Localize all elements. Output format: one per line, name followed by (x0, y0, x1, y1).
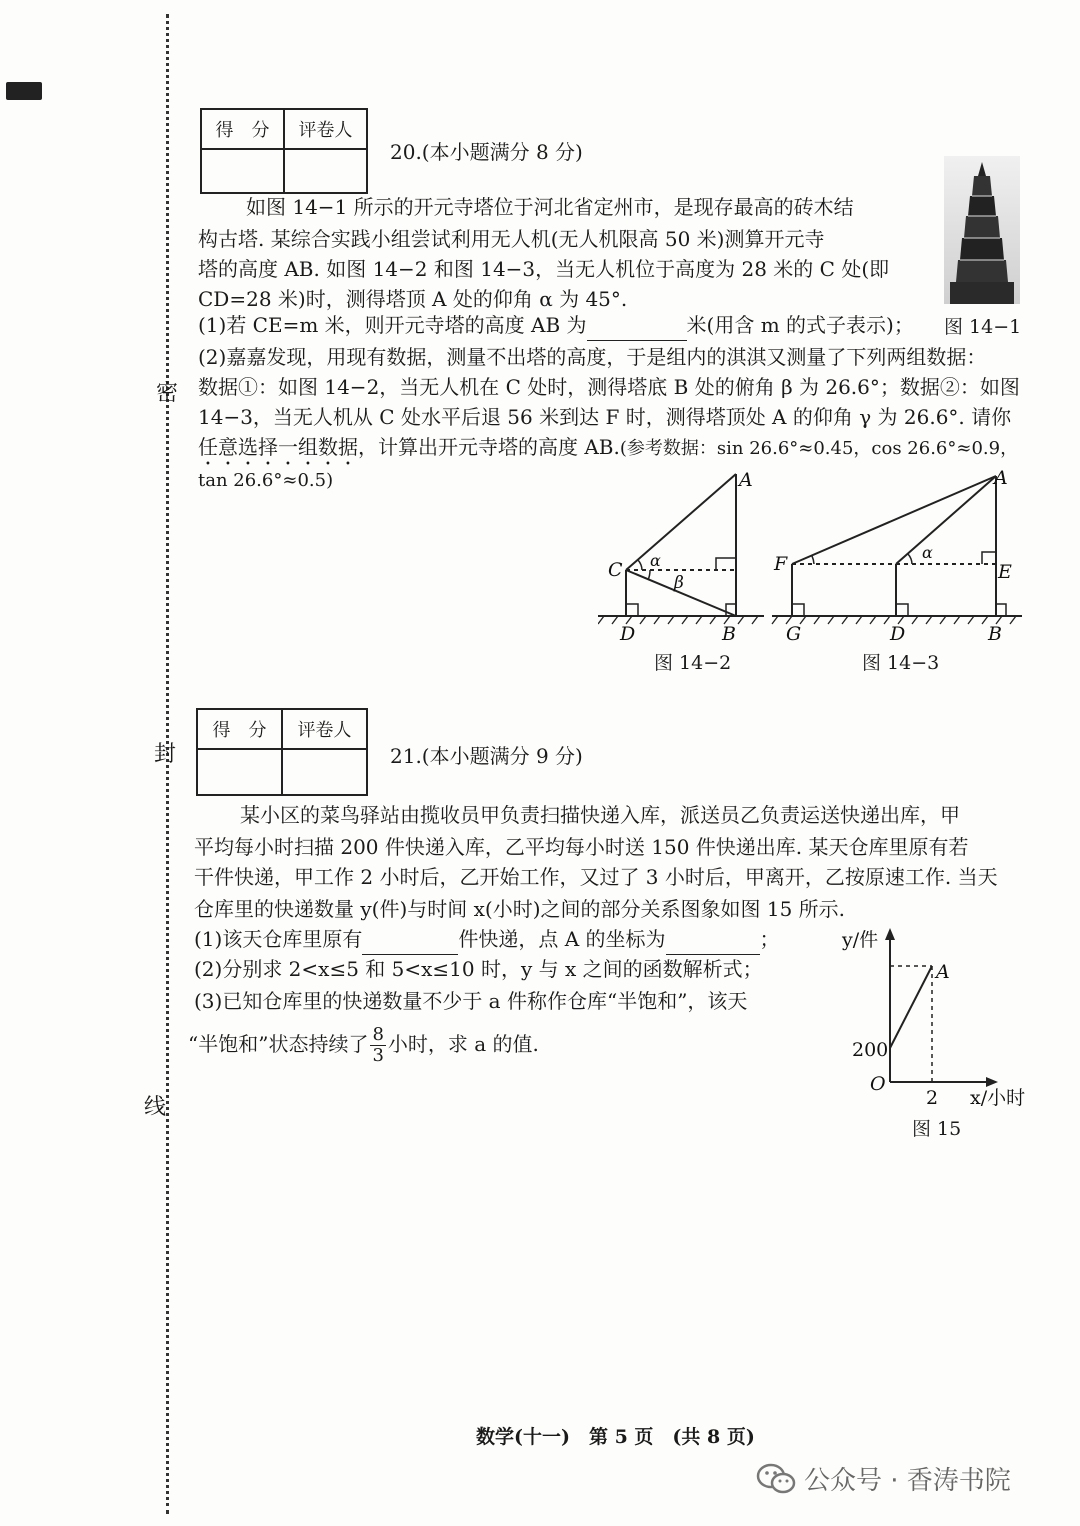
score-cell[interactable] (197, 749, 282, 795)
q20-part1-b: 米(用含 m 的式子表示)； (686, 313, 914, 337)
fig15-line-segment (890, 966, 932, 1048)
seal-char-feng: 封 (154, 742, 177, 767)
grader-cell[interactable] (284, 149, 367, 193)
score-cell[interactable] (201, 149, 284, 193)
q21-line-3: 干件快递，甲工作 2 小时后，乙开始工作，又过了 3 小时后，甲离开，乙按原速工作. 当天 (194, 865, 998, 889)
fraction-numerator: 8 (372, 1024, 384, 1045)
q21-part1-blank-1[interactable] (362, 924, 458, 955)
fig15-y-tick-200: 200 (852, 1039, 889, 1061)
seal-char-mi: 密 (156, 381, 179, 406)
page-footer: 数学(十一) 第 5 页 (共 8 页) (476, 1426, 755, 1448)
fig3-label-B: B (988, 623, 1002, 645)
score-header: 得 分 (197, 709, 282, 749)
fig15-y-label: y/件 (842, 929, 879, 951)
fig2-label-alpha: α (650, 551, 661, 570)
fig2-label-D: D (620, 623, 636, 645)
grader-header: 评卷人 (284, 109, 367, 149)
q21-part3b-a: “半饱和”状态持续了 (188, 1032, 369, 1056)
figure-15-caption: 图 15 (912, 1118, 962, 1140)
fig3-label-alpha: α (922, 543, 933, 562)
score-header: 得 分 (201, 109, 284, 149)
q20-line-2: 构古塔. 某综合实践小组尝试利用无人机(无人机限高 50 米)测算开元寺 (198, 227, 825, 251)
q21-part1-c: ； (759, 927, 780, 951)
wechat-icon (756, 1462, 796, 1496)
fig2-CA (626, 474, 736, 570)
q20-part1-blank[interactable] (587, 310, 687, 341)
margin-black-tab (6, 82, 42, 100)
figure-15-graph (840, 920, 1040, 1110)
q21-part1-b: 件快递，点 A 的坐标为 (458, 927, 666, 951)
watermark-text: 公众号 · 香涛书院 (804, 1466, 1011, 1496)
fig2-label-C: C (608, 559, 623, 581)
q20-title: 20.(本小题满分 8 分) (390, 140, 583, 164)
q20-ref: (参考数据：sin 26.6°≈0.45，cos 26.6°≈0.9， (619, 438, 1019, 459)
figure-14-1-caption: 图 14−1 (944, 316, 1022, 338)
fig2-label-beta: β (674, 573, 684, 593)
fig2-label-B: B (722, 623, 736, 645)
q21-part1 (194, 924, 780, 955)
figure-14-1-pagoda (944, 156, 1020, 304)
figure-14-3 (770, 468, 1026, 648)
q21-part3-line-2 (188, 1022, 539, 1066)
q21-line-2: 平均每小时扫描 200 件快递入库，乙平均每小时送 150 件快递出库. 某天仓库里原有若 (194, 835, 969, 859)
figure-14-3-caption: 图 14−3 (862, 652, 940, 674)
fig3-CA (896, 476, 996, 564)
figure-14-2-caption: 图 14−2 (654, 652, 732, 674)
q20-part1 (198, 310, 914, 341)
q21-line-4: 仓库里的快递数量 y(件)与时间 x(小时)之间的部分关系图象如图 15 所示. (194, 897, 846, 921)
grader-cell[interactable] (282, 749, 367, 795)
fig15-x-label: x/小时 (970, 1087, 1026, 1109)
fig3-FA (792, 476, 996, 564)
watermark (756, 1460, 1011, 1497)
seal-char-xian: 线 (144, 1095, 167, 1120)
fig2-label-A: A (739, 469, 753, 491)
fig3-label-G: G (786, 623, 802, 645)
fig15-origin: O (870, 1073, 886, 1095)
q20-part2-line-2: 数据①：如图 14−2，当无人机在 C 处时，测得塔底 B 处的俯角 β 为 26.6°；数据②：如图 (198, 375, 1020, 399)
fraction-8-3 (370, 1025, 385, 1066)
q20-part2-line-4 (198, 432, 1018, 470)
q20-line-4: CD=28 米)时，测得塔顶 A 处的仰角 α 为 45°. (198, 287, 628, 311)
q20-part2-rest: ，计算出开元寺塔的高度 AB. (358, 435, 620, 459)
q21-part1-blank-2[interactable] (666, 924, 760, 955)
fig3-label-F: F (774, 553, 788, 575)
fig3-label-D: D (890, 623, 906, 645)
q21-part2: (2)分别求 2<x≤5 和 5<x≤10 时，y 与 x 之间的函数解析式； (194, 957, 763, 981)
q21-part3: (3)已知仓库里的快递数量不少于 a 件称作仓库“半饱和”，该天 (194, 989, 748, 1013)
fig15-x-tick-2: 2 (926, 1087, 939, 1109)
fig3-label-A: A (994, 468, 1008, 489)
grader-header: 评卷人 (282, 709, 367, 749)
fraction-denominator: 3 (372, 1045, 384, 1066)
q20-line-1: 如图 14−1 所示的开元寺塔位于河北省定州市，是现存最高的砖木结 (246, 195, 854, 219)
q21-title: 21.(本小题满分 9 分) (390, 744, 583, 768)
q20-part1-a: (1)若 CE=m 米，则开元寺塔的高度 AB 为 (198, 313, 587, 337)
score-box-q21 (196, 708, 368, 796)
q20-part2-line-3: 14−3，当无人机从 C 处水平后退 56 米到达 F 时，测得塔顶处 A 的仰角 γ 为 26.6°. 请你 (198, 405, 1012, 429)
score-box-q20 (200, 108, 368, 194)
fig15-point-A: A (936, 961, 950, 983)
figure-14-2 (598, 468, 768, 648)
q21-part3b-b: 小时，求 a 的值. (387, 1032, 539, 1056)
q20-line-3: 塔的高度 AB. 如图 14−2 和图 14−3，当无人机位于高度为 28 米的 C 处(即 (198, 257, 890, 281)
q21-line-1: 某小区的菜鸟驿站由揽收员甲负责扫描快递入库，派送员乙负责运送快递出库，甲 (240, 803, 960, 827)
q20-emphasis: 任意选择一组数据 (198, 435, 358, 459)
fig3-label-E: E (998, 561, 1012, 583)
q21-part1-a: (1)该天仓库里原有 (194, 927, 363, 951)
q20-ref-2: tan 26.6°≈0.5) (198, 470, 334, 491)
q20-part2-line-1: (2)嘉嘉发现，用现有数据，测量不出塔的高度，于是组内的淇淇又测量了下列两组数据： (198, 345, 987, 369)
